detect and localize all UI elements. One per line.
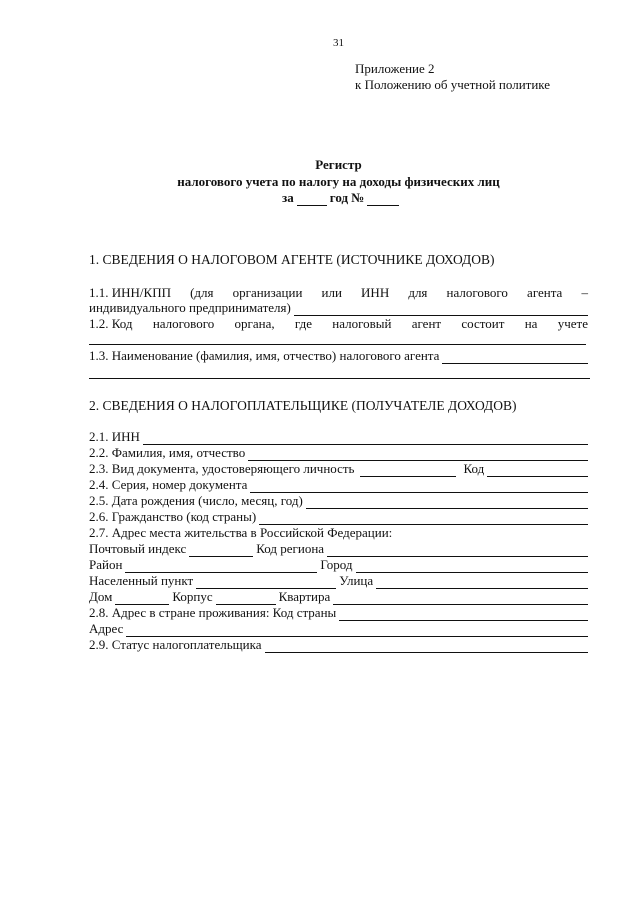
section-2-heading: 2. СВЕДЕНИЯ О НАЛОГОПЛАТЕЛЬЩИКЕ (ПОЛУЧАТЕЛЕ ДОХОДОВ) (89, 398, 517, 413)
house-field[interactable] (115, 592, 169, 605)
word: налогового (446, 285, 508, 300)
word: организации (232, 285, 303, 300)
year-field[interactable] (297, 193, 327, 206)
word: 1.1. ИНН/КПП (89, 285, 171, 300)
item-2-2 (89, 445, 588, 461)
label: 2.4. Серия, номер документа (89, 477, 248, 492)
label: Населенный пункт (89, 573, 194, 588)
postal-row (89, 541, 588, 557)
word: налоговый (332, 316, 392, 331)
agent-name-field-line-2[interactable] (89, 378, 590, 379)
label: Корпус (172, 589, 213, 604)
label: 2.9. Статус налогоплательщика (89, 637, 262, 652)
word: где (294, 316, 312, 331)
birth-date-field[interactable] (306, 496, 588, 509)
full-name-field[interactable] (248, 448, 588, 461)
word: учете (557, 316, 588, 331)
label: 1.3. Наименование (фамилия, имя, отчество) налогового агента (89, 348, 440, 363)
district-row (89, 557, 588, 573)
item-1-1-line-1 (89, 285, 588, 301)
settlement-row (89, 573, 588, 589)
label: 2.2. Фамилия, имя, отчество (89, 445, 246, 460)
tax-authority-code-field[interactable] (89, 344, 586, 345)
section-1-heading: 1. СВЕДЕНИЯ О НАЛОГОВОМ АГЕНТЕ (ИСТОЧНИКЕ ДОХОДОВ) (89, 252, 495, 267)
country-code-field[interactable] (339, 608, 588, 621)
item-2-7: 2.7. Адрес места жительства в Российской Федерации: (89, 525, 393, 540)
region-code-field[interactable] (327, 544, 588, 557)
document-code-field[interactable] (487, 464, 588, 477)
item-2-5 (89, 493, 588, 509)
city-field[interactable] (356, 560, 588, 573)
citizenship-field[interactable] (259, 512, 588, 525)
label: 2.5. Дата рождения (число, месяц, год) (89, 493, 303, 508)
settlement-field[interactable] (196, 576, 336, 589)
apartment-field[interactable] (333, 592, 588, 605)
register-number-field[interactable] (367, 193, 399, 206)
label: 2.3. Вид документа, удостоверяющего личность (89, 461, 355, 476)
label: Код (463, 461, 485, 476)
item-1-1-line-2 (89, 300, 588, 316)
item-1-2-line-1 (89, 316, 588, 332)
word: состоит (461, 316, 505, 331)
item-2-3 (89, 461, 588, 477)
word: на (524, 316, 538, 331)
label: Район (89, 557, 123, 572)
title-period (282, 190, 402, 206)
word: агента (527, 285, 563, 300)
word: ИНН (361, 285, 390, 300)
appendix-line-2: к Положению об учетной политике (355, 77, 551, 92)
item-1-3 (89, 348, 588, 364)
title-za: за (282, 190, 294, 205)
address-row (89, 621, 588, 637)
word: для (408, 285, 428, 300)
word: – (581, 285, 588, 300)
taxpayer-status-field[interactable] (265, 640, 589, 653)
word: 1.2. Код (89, 316, 133, 331)
label: Код региона (256, 541, 325, 556)
item-2-6 (89, 509, 588, 525)
label: Улица (339, 573, 374, 588)
postal-index-field[interactable] (189, 544, 253, 557)
inn-kpp-field[interactable] (294, 303, 588, 316)
district-field[interactable] (125, 560, 317, 573)
label: Дом (89, 589, 113, 604)
document-series-number-field[interactable] (250, 480, 588, 493)
label: Город (320, 557, 353, 572)
page-number: 31 (333, 37, 344, 49)
word: налогового (152, 316, 215, 331)
label: индивидуального предпринимателя) (89, 300, 291, 315)
title-god: год № (329, 190, 365, 205)
item-2-8 (89, 605, 588, 621)
title-register: Регистр (315, 157, 362, 172)
label: Адрес (89, 621, 124, 636)
foreign-address-field[interactable] (126, 624, 588, 637)
taxpayer-inn-field[interactable] (143, 432, 588, 445)
item-2-1 (89, 429, 588, 445)
label: 2.6. Гражданство (код страны) (89, 509, 257, 524)
label: Квартира (278, 589, 331, 604)
word: органа, (234, 316, 275, 331)
item-2-4 (89, 477, 588, 493)
document-type-field[interactable] (360, 464, 456, 477)
word: агент (411, 316, 442, 331)
house-row (89, 589, 588, 605)
appendix-line-1: Приложение 2 (355, 61, 435, 76)
building-field[interactable] (216, 592, 276, 605)
label: 2.1. ИНН (89, 429, 140, 444)
label: 2.8. Адрес в стране проживания: Код страны (89, 605, 337, 620)
label: Почтовый индекс (89, 541, 187, 556)
title-subtitle: налогового учета по налогу на доходы физических лиц (177, 174, 500, 189)
item-2-9 (89, 637, 588, 653)
word: или (321, 285, 342, 300)
word: (для (190, 285, 214, 300)
agent-name-field[interactable] (442, 351, 588, 364)
street-field[interactable] (376, 576, 588, 589)
